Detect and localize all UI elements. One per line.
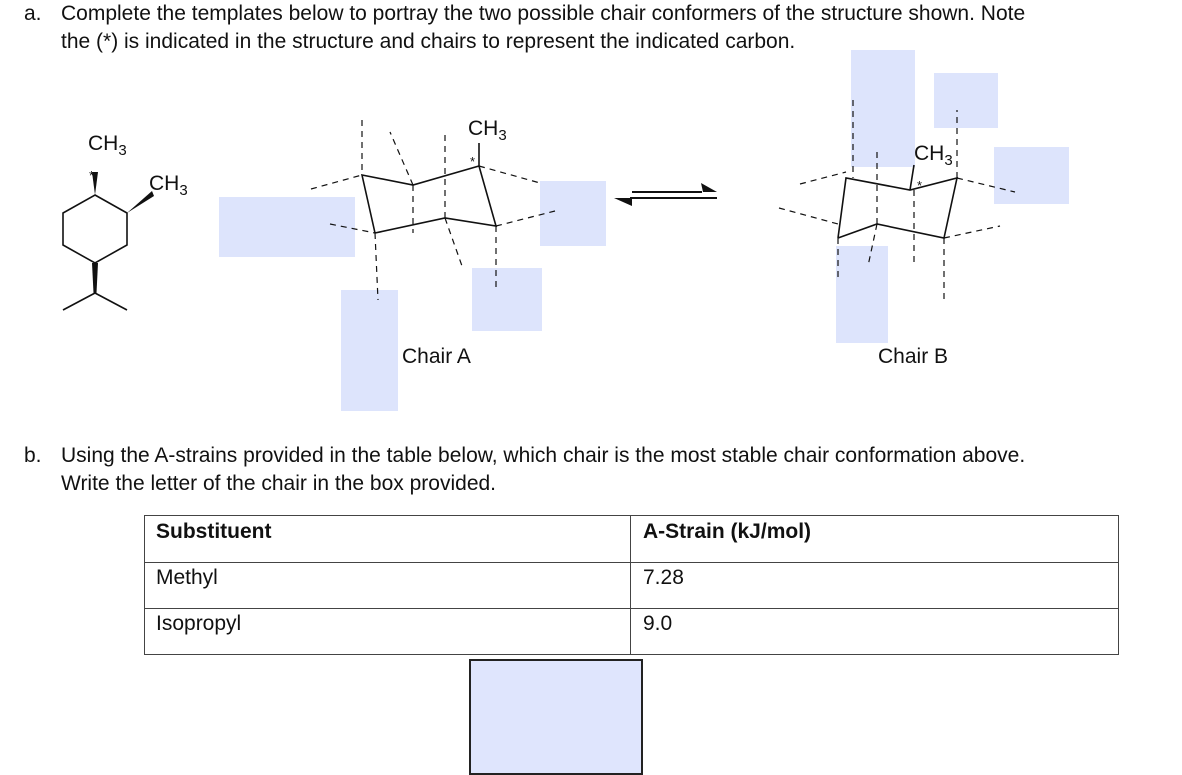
structure-ch3-right: $CH_3$ — [149, 172, 188, 199]
equilibrium-arrows — [614, 183, 717, 206]
chair-b-ch3: $CH_3$ — [914, 142, 953, 169]
table-cell-substituent: Isopropyl — [145, 608, 631, 654]
structure-ch3-top: $CH_3$ — [88, 132, 127, 159]
question-a-line-1: Complete the templates below to portray the two possible chair conformers of the structure shown. Note — [61, 2, 1026, 25]
chair-b-dashed-bonds — [779, 100, 1015, 300]
answer-box[interactable] — [469, 659, 643, 775]
chair-b-star: * — [917, 178, 923, 193]
table-header-substituent: Substituent — [145, 516, 631, 562]
chair-a-star: * — [470, 154, 476, 169]
table-cell-a-strain: 7.28 — [643, 566, 684, 589]
question-a-marker: a. — [24, 2, 42, 25]
chair-b-skeleton — [838, 165, 957, 238]
structure-star: * — [89, 168, 95, 183]
table-row — [145, 608, 1118, 654]
table-cell-substituent: Methyl — [145, 562, 631, 608]
wedge-bond-bottom — [92, 263, 98, 293]
chair-a-skeleton — [362, 143, 496, 233]
chair-a-label: Chair A — [402, 345, 471, 368]
table-cell-a-strain: 9.0 — [643, 612, 673, 635]
a-strain-table — [144, 515, 1119, 655]
chair-a-dashed-bonds — [311, 120, 555, 300]
table-header-a-strain: A-Strain (kJ/mol) — [643, 520, 812, 543]
question-a-line-2: the (*) is indicated in the structure and chairs to represent the indicated carbon. — [61, 30, 796, 53]
table-header-row — [145, 516, 1118, 563]
table-row — [145, 562, 1118, 609]
question-b-line-2: Write the letter of the chair in the box provided. — [61, 472, 497, 495]
question-b-marker: b. — [24, 444, 42, 467]
chair-a-ch3: $CH_3$ — [468, 117, 507, 144]
question-b-line-1: Using the A-strains provided in the table below, which chair is the most stable chair conformation above. — [61, 444, 1026, 467]
chair-b-label: Chair B — [878, 345, 949, 368]
